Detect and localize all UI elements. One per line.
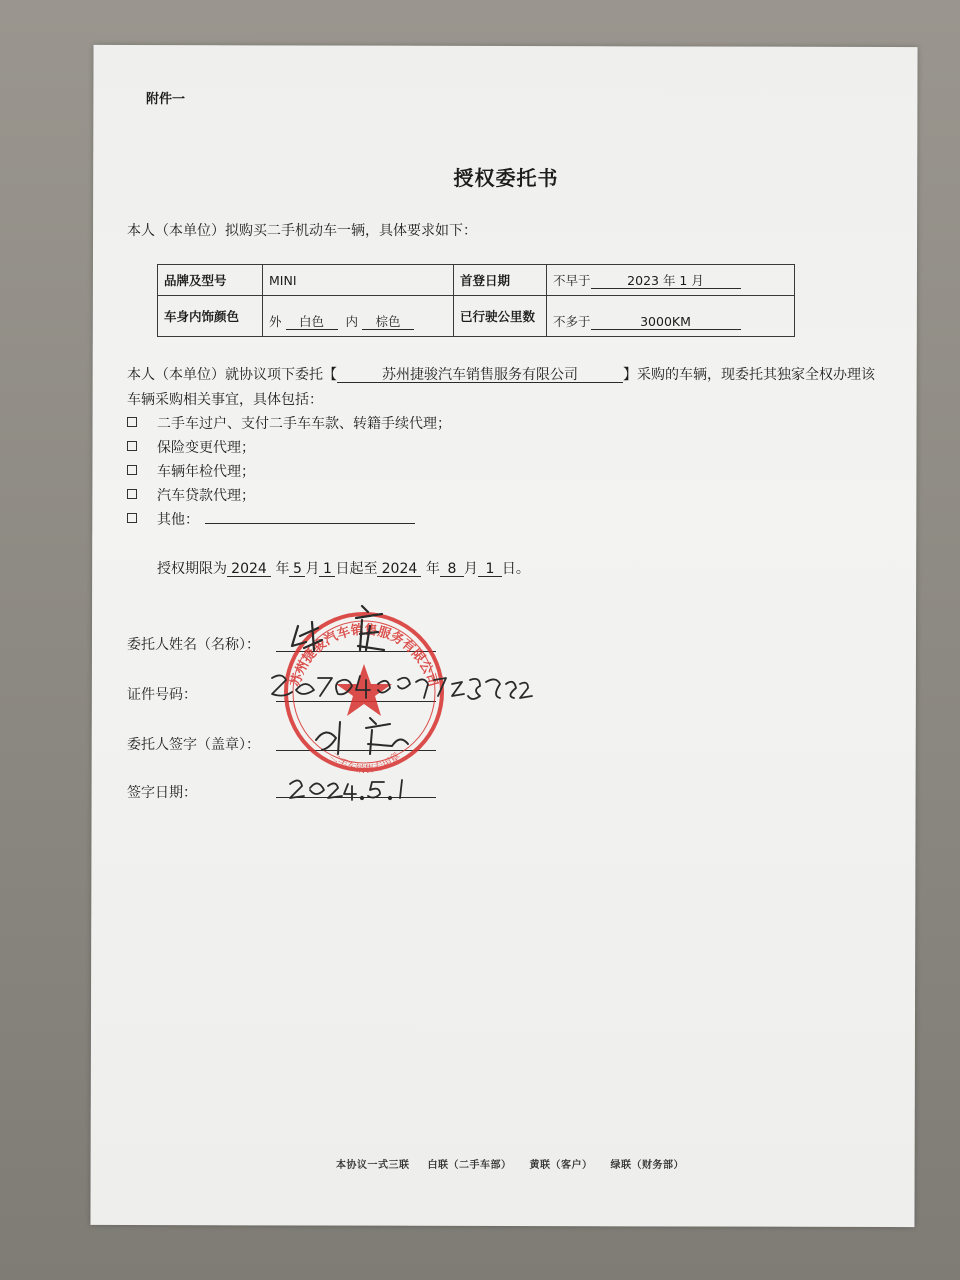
delegation-line-2: 车辆采购相关事宜，具体包括： <box>127 392 323 408</box>
handwritten-date-icon <box>290 780 402 800</box>
company-seal-icon <box>286 614 442 775</box>
start-day: 1 <box>319 562 335 577</box>
list-item-label: 保险变更代理； <box>157 440 255 456</box>
year-label: 年 <box>275 561 290 577</box>
seal-text: 苏州捷骏汽车销售服务有限公司 <box>288 622 440 689</box>
handwritten-id-icon <box>272 675 532 699</box>
footer-copies-label: 本协议一式三联 <box>336 1160 410 1171</box>
exterior-value: 白色 <box>286 315 338 330</box>
brand-value: MINI <box>263 265 454 296</box>
year-label: 年 <box>425 561 440 577</box>
attachment-label: 附件一 <box>146 92 186 107</box>
first-reg-value: 2023 年 1 月 <box>591 274 741 289</box>
end-suffix: 日。 <box>501 561 530 577</box>
footer-copies <box>336 1156 698 1171</box>
mileage-prefix: 不多于 <box>553 314 591 329</box>
end-day: 1 <box>478 562 502 577</box>
intro-text: 本人（本单位）拟购买二手机动车一辆，具体要求如下： <box>127 223 477 239</box>
mileage-value: 3000KM <box>591 315 741 330</box>
start-year: 2024 <box>227 562 271 577</box>
delegated-company: 苏州捷骏汽车销售服务有限公司 <box>337 368 623 383</box>
start-month: 5 <box>289 562 305 577</box>
period-prefix: 授权期限为 <box>157 561 227 577</box>
color-label: 车身内饰颜色 <box>158 296 263 337</box>
brand-label: 品牌及型号 <box>158 265 263 296</box>
sign-date-label: 签字日期： <box>127 785 197 801</box>
id-number-label: 证件号码： <box>127 687 197 703</box>
signature-label: 委托人签字（盖章）： <box>127 737 260 753</box>
document-title: 授权委托书 <box>453 166 559 190</box>
start-suffix: 日起至 <box>335 561 378 577</box>
month-label: 月 <box>463 561 478 577</box>
end-year: 2024 <box>377 562 421 577</box>
month-label: 月 <box>305 561 320 577</box>
list-item-label: 其他： <box>157 512 199 528</box>
list-item-label: 二手车过户、支付二手车车款、转籍手续代理； <box>157 416 451 432</box>
delegation-end: 】采购的车辆，现委托其独家全权办理该 <box>623 367 875 383</box>
interior-value: 棕色 <box>362 315 414 330</box>
principal-name-label: 委托人姓名（名称）： <box>127 637 260 653</box>
end-month: 8 <box>440 562 464 577</box>
seal-subtext: 二手车销售专用章 <box>327 750 403 776</box>
delegation-start: 本人（本单位）就协议项下委托【 <box>127 367 337 383</box>
mileage-label: 已行驶公里数 <box>454 296 547 337</box>
footer-white-copy: 白联（二手车部） <box>427 1160 512 1171</box>
interior-prefix: 内 <box>345 314 358 329</box>
list-item-label: 汽车贷款代理； <box>157 488 255 504</box>
list-item-label: 车辆年检代理； <box>157 464 255 480</box>
footer-green-copy: 绿联（财务部） <box>610 1160 684 1171</box>
handwritten-signature-icon <box>316 718 408 754</box>
exterior-prefix: 外 <box>269 314 282 329</box>
first-reg-label: 首登日期 <box>454 265 547 296</box>
footer-yellow-copy: 黄联（客户） <box>529 1160 593 1171</box>
first-reg-prefix: 不早于 <box>553 273 591 288</box>
